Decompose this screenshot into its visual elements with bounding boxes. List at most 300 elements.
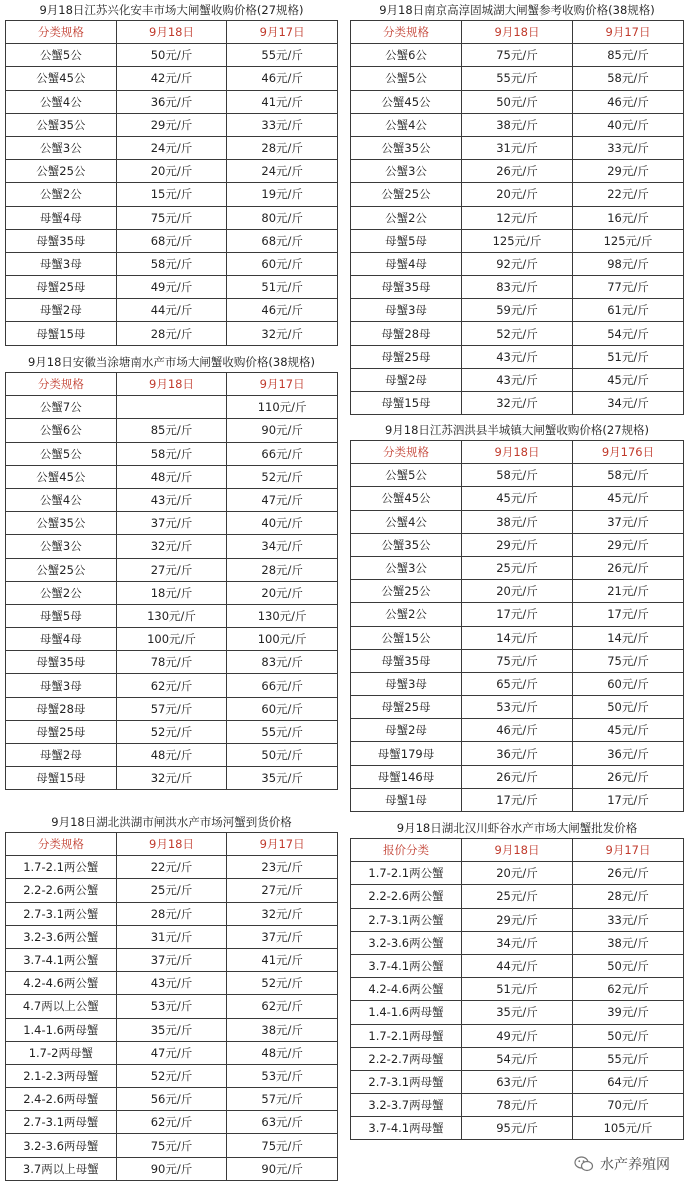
spec-cell: 1.7-2两母蟹 bbox=[6, 1041, 117, 1064]
price-cell: 37元/斤 bbox=[116, 512, 227, 535]
price-cell: 58元/斤 bbox=[462, 464, 573, 487]
table-row bbox=[6, 767, 338, 790]
spec-cell: 母蟹28母 bbox=[351, 322, 462, 345]
price-cell: 21元/斤 bbox=[573, 580, 684, 603]
price-cell: 33元/斤 bbox=[227, 113, 338, 136]
spec-cell: 母蟹2母 bbox=[351, 719, 462, 742]
spec-cell: 公蟹4公 bbox=[351, 510, 462, 533]
table-row bbox=[6, 299, 338, 322]
price-cell: 35元/斤 bbox=[116, 1018, 227, 1041]
price-cell: 46元/斤 bbox=[462, 719, 573, 742]
spec-cell: 公蟹3公 bbox=[351, 160, 462, 183]
table-row bbox=[6, 512, 338, 535]
table-row bbox=[351, 885, 684, 908]
price-cell: 105元/斤 bbox=[573, 1117, 684, 1140]
price-cell: 44元/斤 bbox=[462, 954, 573, 977]
price-cell: 61元/斤 bbox=[573, 299, 684, 322]
price-cell: 32元/斤 bbox=[462, 392, 573, 415]
spec-cell: 公蟹4公 bbox=[6, 488, 117, 511]
price-cell: 24元/斤 bbox=[116, 136, 227, 159]
watermark bbox=[574, 1154, 670, 1174]
table-row bbox=[351, 464, 684, 487]
price-cell: 31元/斤 bbox=[116, 925, 227, 948]
price-cell: 66元/斤 bbox=[227, 674, 338, 697]
table-row bbox=[351, 1070, 684, 1093]
spec-cell: 母蟹3母 bbox=[351, 299, 462, 322]
column-header: 9月18日 bbox=[116, 21, 227, 44]
table-header-row bbox=[351, 441, 684, 464]
spec-cell: 公蟹2公 bbox=[6, 581, 117, 604]
table-row bbox=[351, 322, 684, 345]
price-cell: 57元/斤 bbox=[227, 1088, 338, 1111]
price-cell: 26元/斤 bbox=[573, 556, 684, 579]
price-cell: 62元/斤 bbox=[573, 978, 684, 1001]
price-cell: 53元/斤 bbox=[116, 995, 227, 1018]
spec-cell: 公蟹5公 bbox=[351, 67, 462, 90]
spec-cell: 2.4-2.6两母蟹 bbox=[6, 1088, 117, 1111]
table-row bbox=[6, 720, 338, 743]
table-row bbox=[351, 978, 684, 1001]
price-cell: 26元/斤 bbox=[573, 765, 684, 788]
price-cell: 100元/斤 bbox=[116, 628, 227, 651]
price-cell: 52元/斤 bbox=[116, 720, 227, 743]
price-cell: 39元/斤 bbox=[573, 1001, 684, 1024]
price-cell: 28元/斤 bbox=[227, 136, 338, 159]
table-row bbox=[351, 1094, 684, 1117]
table-row bbox=[351, 626, 684, 649]
spec-cell: 3.2-3.6两母蟹 bbox=[6, 1134, 117, 1157]
price-cell: 95元/斤 bbox=[462, 1117, 573, 1140]
price-cell: 45元/斤 bbox=[573, 719, 684, 742]
table-block-honghu bbox=[5, 812, 338, 1181]
table-row bbox=[6, 44, 338, 67]
price-cell: 16元/斤 bbox=[573, 206, 684, 229]
table-row bbox=[6, 229, 338, 252]
spec-cell: 母蟹25母 bbox=[351, 345, 462, 368]
table-row bbox=[351, 183, 684, 206]
price-cell: 130元/斤 bbox=[116, 604, 227, 627]
price-cell: 25元/斤 bbox=[462, 885, 573, 908]
spec-cell: 母蟹179母 bbox=[351, 742, 462, 765]
table-row bbox=[6, 674, 338, 697]
spec-cell: 母蟹15母 bbox=[6, 767, 117, 790]
spec-cell: 2.2-2.7两母蟹 bbox=[351, 1047, 462, 1070]
table-row bbox=[351, 862, 684, 885]
spec-cell: 公蟹35公 bbox=[6, 113, 117, 136]
table-row bbox=[351, 672, 684, 695]
spec-cell: 公蟹45公 bbox=[6, 465, 117, 488]
price-table bbox=[350, 20, 684, 415]
table-row bbox=[351, 580, 684, 603]
table-row bbox=[351, 931, 684, 954]
spec-cell: 母蟹2母 bbox=[351, 368, 462, 391]
price-cell: 38元/斤 bbox=[462, 510, 573, 533]
price-cell: 59元/斤 bbox=[462, 299, 573, 322]
table-row bbox=[6, 856, 338, 879]
table-row bbox=[6, 651, 338, 674]
spec-cell: 2.1-2.3两母蟹 bbox=[6, 1064, 117, 1087]
price-cell: 75元/斤 bbox=[116, 1134, 227, 1157]
column-header: 报价分类 bbox=[351, 839, 462, 862]
price-cell: 38元/斤 bbox=[227, 1018, 338, 1041]
price-cell: 29元/斤 bbox=[462, 533, 573, 556]
table-caption: 9月18日湖北汉川虾谷水产市场大闸蟹批发价格 bbox=[396, 821, 638, 835]
price-cell: 49元/斤 bbox=[116, 276, 227, 299]
table-row bbox=[351, 788, 684, 811]
spec-cell: 3.7-4.1两公蟹 bbox=[351, 954, 462, 977]
price-cell: 60元/斤 bbox=[227, 697, 338, 720]
price-cell: 58元/斤 bbox=[116, 252, 227, 275]
table-row bbox=[6, 322, 338, 345]
table-row bbox=[6, 1157, 338, 1180]
price-cell: 68元/斤 bbox=[116, 229, 227, 252]
spec-cell: 母蟹5母 bbox=[6, 604, 117, 627]
watermark-text: 水产养殖网 bbox=[600, 1157, 670, 1173]
spec-cell: 母蟹25母 bbox=[6, 276, 117, 299]
price-cell: 90元/斤 bbox=[227, 419, 338, 442]
table-row bbox=[6, 396, 338, 419]
spec-cell: 4.2-4.6两公蟹 bbox=[351, 978, 462, 1001]
spec-cell: 母蟹28母 bbox=[6, 697, 117, 720]
price-cell: 75元/斤 bbox=[573, 649, 684, 672]
price-cell: 20元/斤 bbox=[462, 862, 573, 885]
table-row bbox=[6, 419, 338, 442]
price-cell: 62元/斤 bbox=[116, 1111, 227, 1134]
price-cell: 60元/斤 bbox=[227, 252, 338, 275]
price-cell: 125元/斤 bbox=[573, 229, 684, 252]
price-cell: 45元/斤 bbox=[573, 487, 684, 510]
price-cell: 62元/斤 bbox=[227, 995, 338, 1018]
column-header: 分类规格 bbox=[6, 373, 117, 396]
table-row bbox=[6, 1111, 338, 1134]
price-cell: 100元/斤 bbox=[227, 628, 338, 651]
table-block-gaochun bbox=[350, 0, 684, 415]
table-row bbox=[6, 902, 338, 925]
column-header: 9月18日 bbox=[116, 373, 227, 396]
table-row bbox=[351, 276, 684, 299]
price-cell: 47元/斤 bbox=[116, 1041, 227, 1064]
price-cell: 98元/斤 bbox=[573, 252, 684, 275]
spec-cell: 4.7两以上公蟹 bbox=[6, 995, 117, 1018]
price-cell: 45元/斤 bbox=[573, 368, 684, 391]
spec-cell: 公蟹5公 bbox=[351, 464, 462, 487]
price-cell: 28元/斤 bbox=[116, 902, 227, 925]
price-cell: 55元/斤 bbox=[227, 44, 338, 67]
price-table bbox=[5, 372, 338, 790]
table-row bbox=[6, 252, 338, 275]
price-cell: 51元/斤 bbox=[573, 345, 684, 368]
table-row bbox=[6, 697, 338, 720]
price-cell: 90元/斤 bbox=[116, 1157, 227, 1180]
spec-cell: 3.7两以上母蟹 bbox=[6, 1157, 117, 1180]
spec-cell: 母蟹4母 bbox=[351, 252, 462, 275]
spec-cell: 公蟹25公 bbox=[6, 558, 117, 581]
price-cell: 43元/斤 bbox=[116, 972, 227, 995]
price-cell: 57元/斤 bbox=[116, 697, 227, 720]
spec-cell: 母蟹2母 bbox=[6, 744, 117, 767]
column-header: 9月17日 bbox=[573, 21, 684, 44]
price-cell: 53元/斤 bbox=[462, 696, 573, 719]
table-row bbox=[351, 1047, 684, 1070]
column-header: 9月176日 bbox=[573, 441, 684, 464]
table-row bbox=[6, 488, 338, 511]
price-cell: 41元/斤 bbox=[227, 948, 338, 971]
table-row bbox=[351, 229, 684, 252]
price-cell: 32元/斤 bbox=[227, 902, 338, 925]
price-cell: 77元/斤 bbox=[573, 276, 684, 299]
column-header: 9月17日 bbox=[227, 833, 338, 856]
price-cell: 14元/斤 bbox=[573, 626, 684, 649]
price-cell: 37元/斤 bbox=[227, 925, 338, 948]
price-cell: 54元/斤 bbox=[462, 1047, 573, 1070]
price-cell: 46元/斤 bbox=[227, 67, 338, 90]
price-cell: 20元/斤 bbox=[227, 581, 338, 604]
price-cell: 48元/斤 bbox=[227, 1041, 338, 1064]
price-cell: 38元/斤 bbox=[462, 113, 573, 136]
table-header-row bbox=[351, 839, 684, 862]
table-row bbox=[351, 510, 684, 533]
table-row bbox=[351, 113, 684, 136]
price-cell: 20元/斤 bbox=[462, 183, 573, 206]
price-cell: 70元/斤 bbox=[573, 1094, 684, 1117]
price-cell: 52元/斤 bbox=[227, 972, 338, 995]
table-row bbox=[6, 535, 338, 558]
price-table bbox=[350, 838, 684, 1140]
spec-cell: 2.7-3.1两公蟹 bbox=[6, 902, 117, 925]
spec-cell: 2.7-3.1两公蟹 bbox=[351, 908, 462, 931]
price-cell: 53元/斤 bbox=[227, 1064, 338, 1087]
price-cell: 40元/斤 bbox=[573, 113, 684, 136]
table-header-row bbox=[6, 21, 338, 44]
column-header: 9月18日 bbox=[462, 839, 573, 862]
table-row bbox=[6, 972, 338, 995]
spec-cell: 3.2-3.7两母蟹 bbox=[351, 1094, 462, 1117]
table-row bbox=[351, 67, 684, 90]
table-block-dangtu bbox=[5, 352, 338, 790]
table-row bbox=[6, 1064, 338, 1087]
price-cell: 29元/斤 bbox=[573, 533, 684, 556]
price-cell: 35元/斤 bbox=[227, 767, 338, 790]
price-cell: 42元/斤 bbox=[116, 67, 227, 90]
price-cell: 54元/斤 bbox=[573, 322, 684, 345]
price-cell: 32元/斤 bbox=[227, 322, 338, 345]
spec-cell: 母蟹4母 bbox=[6, 628, 117, 651]
table-row bbox=[351, 136, 684, 159]
spec-cell: 公蟹5公 bbox=[6, 44, 117, 67]
table-row bbox=[6, 1018, 338, 1041]
price-cell: 33元/斤 bbox=[573, 136, 684, 159]
spec-cell: 公蟹2公 bbox=[351, 603, 462, 626]
table-row bbox=[351, 1117, 684, 1140]
price-cell: 110元/斤 bbox=[227, 396, 338, 419]
price-cell: 52元/斤 bbox=[227, 465, 338, 488]
price-cell: 68元/斤 bbox=[227, 229, 338, 252]
spec-cell: 公蟹4公 bbox=[351, 113, 462, 136]
spec-cell: 母蟹15母 bbox=[351, 392, 462, 415]
price-cell: 48元/斤 bbox=[116, 465, 227, 488]
table-row bbox=[6, 1134, 338, 1157]
table-row bbox=[351, 954, 684, 977]
table-row bbox=[351, 603, 684, 626]
price-cell: 29元/斤 bbox=[462, 908, 573, 931]
price-cell: 35元/斤 bbox=[462, 1001, 573, 1024]
price-cell: 18元/斤 bbox=[116, 581, 227, 604]
table-block-sihong bbox=[350, 420, 684, 812]
spec-cell: 公蟹5公 bbox=[6, 442, 117, 465]
price-cell: 40元/斤 bbox=[227, 512, 338, 535]
table-header-row bbox=[351, 21, 684, 44]
spec-cell: 3.2-3.6两公蟹 bbox=[351, 931, 462, 954]
spec-cell: 公蟹45公 bbox=[351, 487, 462, 510]
table-row bbox=[351, 696, 684, 719]
table-row bbox=[351, 392, 684, 415]
table-row bbox=[6, 136, 338, 159]
price-cell: 23元/斤 bbox=[227, 856, 338, 879]
table-row bbox=[351, 299, 684, 322]
price-cell: 49元/斤 bbox=[462, 1024, 573, 1047]
spec-cell: 母蟹5母 bbox=[351, 229, 462, 252]
price-cell: 36元/斤 bbox=[573, 742, 684, 765]
spec-cell: 1.4-1.6两母蟹 bbox=[351, 1001, 462, 1024]
price-cell: 32元/斤 bbox=[116, 767, 227, 790]
price-cell: 26元/斤 bbox=[462, 765, 573, 788]
spec-cell: 公蟹6公 bbox=[351, 44, 462, 67]
spec-cell: 1.7-2.1两公蟹 bbox=[6, 856, 117, 879]
price-table bbox=[350, 440, 684, 812]
table-row bbox=[351, 908, 684, 931]
price-cell: 27元/斤 bbox=[227, 879, 338, 902]
spec-cell: 3.2-3.6两公蟹 bbox=[6, 925, 117, 948]
price-cell: 50元/斤 bbox=[573, 1024, 684, 1047]
price-cell: 17元/斤 bbox=[573, 788, 684, 811]
price-table bbox=[5, 832, 338, 1181]
price-cell: 38元/斤 bbox=[573, 931, 684, 954]
price-cell: 34元/斤 bbox=[462, 931, 573, 954]
table-row bbox=[351, 160, 684, 183]
spec-cell: 公蟹35公 bbox=[351, 136, 462, 159]
price-cell: 92元/斤 bbox=[462, 252, 573, 275]
price-cell: 75元/斤 bbox=[462, 649, 573, 672]
column-header: 9月18日 bbox=[462, 441, 573, 464]
price-cell: 17元/斤 bbox=[462, 603, 573, 626]
price-cell: 22元/斤 bbox=[573, 183, 684, 206]
price-cell: 46元/斤 bbox=[227, 299, 338, 322]
spec-cell: 母蟹4母 bbox=[6, 206, 117, 229]
price-table bbox=[5, 20, 338, 346]
price-cell: 34元/斤 bbox=[227, 535, 338, 558]
spec-cell: 1.4-1.6两母蟹 bbox=[6, 1018, 117, 1041]
spec-cell: 公蟹25公 bbox=[6, 160, 117, 183]
price-cell: 60元/斤 bbox=[573, 672, 684, 695]
spec-cell: 母蟹3母 bbox=[6, 674, 117, 697]
spec-cell: 1.7-2.1两公蟹 bbox=[351, 862, 462, 885]
table-row bbox=[351, 649, 684, 672]
table-row bbox=[351, 1001, 684, 1024]
table-block-xinghua bbox=[5, 0, 338, 346]
price-cell: 25元/斤 bbox=[462, 556, 573, 579]
spec-cell: 公蟹3公 bbox=[6, 535, 117, 558]
price-cell: 17元/斤 bbox=[573, 603, 684, 626]
price-cell: 14元/斤 bbox=[462, 626, 573, 649]
price-cell: 37元/斤 bbox=[116, 948, 227, 971]
price-cell: 28元/斤 bbox=[573, 885, 684, 908]
price-cell: 46元/斤 bbox=[573, 90, 684, 113]
price-cell: 90元/斤 bbox=[227, 1157, 338, 1180]
table-row bbox=[6, 1041, 338, 1064]
price-cell: 83元/斤 bbox=[462, 276, 573, 299]
table-row bbox=[351, 44, 684, 67]
price-cell: 63元/斤 bbox=[462, 1070, 573, 1093]
table-row bbox=[351, 556, 684, 579]
price-cell: 75元/斤 bbox=[227, 1134, 338, 1157]
price-cell: 58元/斤 bbox=[573, 464, 684, 487]
spec-cell: 公蟹3公 bbox=[351, 556, 462, 579]
table-row bbox=[6, 581, 338, 604]
price-cell: 56元/斤 bbox=[116, 1088, 227, 1111]
table-row bbox=[6, 183, 338, 206]
table-row bbox=[6, 1088, 338, 1111]
table-row bbox=[6, 465, 338, 488]
spec-cell: 2.2-2.6两公蟹 bbox=[6, 879, 117, 902]
table-row bbox=[351, 765, 684, 788]
column-header: 9月17日 bbox=[573, 839, 684, 862]
price-cell: 78元/斤 bbox=[116, 651, 227, 674]
column-header: 9月17日 bbox=[227, 21, 338, 44]
price-cell: 15元/斤 bbox=[116, 183, 227, 206]
spec-cell: 母蟹146母 bbox=[351, 765, 462, 788]
column-header: 分类规格 bbox=[351, 21, 462, 44]
table-caption: 9月18日江苏兴化安丰市场大闸蟹收购价格(27规格) bbox=[39, 3, 304, 17]
table-row bbox=[351, 533, 684, 556]
spec-cell: 公蟹35公 bbox=[351, 533, 462, 556]
price-cell: 85元/斤 bbox=[116, 419, 227, 442]
price-cell: 125元/斤 bbox=[462, 229, 573, 252]
table-row bbox=[6, 948, 338, 971]
table-row bbox=[6, 67, 338, 90]
spec-cell: 母蟹35母 bbox=[351, 276, 462, 299]
spec-cell: 公蟹4公 bbox=[6, 90, 117, 113]
spec-cell: 公蟹15公 bbox=[351, 626, 462, 649]
price-cell: 36元/斤 bbox=[462, 742, 573, 765]
price-cell: 28元/斤 bbox=[116, 322, 227, 345]
table-row bbox=[351, 206, 684, 229]
price-cell: 130元/斤 bbox=[227, 604, 338, 627]
table-row bbox=[351, 90, 684, 113]
column-header: 9月18日 bbox=[116, 833, 227, 856]
table-caption: 9月18日南京高淳固城湖大闸蟹参考收购价格(38规格) bbox=[379, 3, 655, 17]
table-row bbox=[351, 345, 684, 368]
spec-cell: 2.7-3.1两母蟹 bbox=[6, 1111, 117, 1134]
price-cell: 17元/斤 bbox=[462, 788, 573, 811]
table-row bbox=[6, 744, 338, 767]
table-row bbox=[6, 90, 338, 113]
table-row bbox=[351, 252, 684, 275]
spec-cell: 公蟹3公 bbox=[6, 136, 117, 159]
table-row bbox=[351, 368, 684, 391]
price-cell: 44元/斤 bbox=[116, 299, 227, 322]
table-row bbox=[6, 276, 338, 299]
table-row bbox=[6, 925, 338, 948]
price-cell: 58元/斤 bbox=[116, 442, 227, 465]
spec-cell: 公蟹25公 bbox=[351, 183, 462, 206]
spec-cell: 母蟹1母 bbox=[351, 788, 462, 811]
spec-cell: 4.2-4.6两公蟹 bbox=[6, 972, 117, 995]
spec-cell: 公蟹45公 bbox=[6, 67, 117, 90]
spec-cell: 1.7-2.1两母蟹 bbox=[351, 1024, 462, 1047]
column-header: 分类规格 bbox=[6, 21, 117, 44]
table-row bbox=[6, 558, 338, 581]
price-cell: 55元/斤 bbox=[227, 720, 338, 743]
